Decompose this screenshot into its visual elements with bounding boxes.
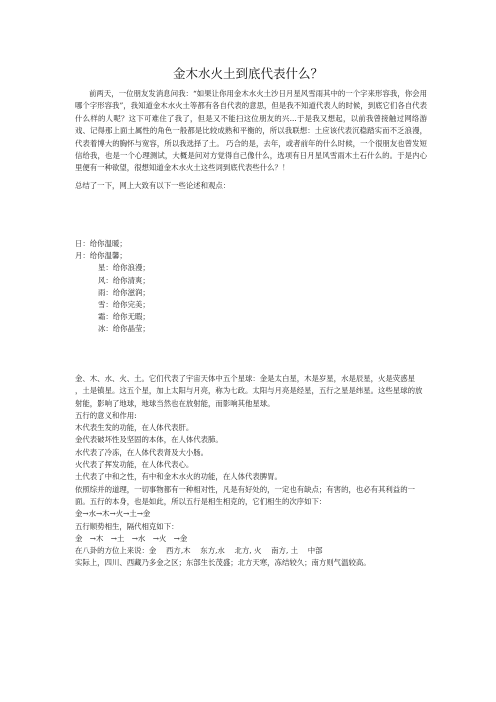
text-line: 面。五行的本身，也是如此，所以五行是相生相克的，它们相生的次序如下： [75, 496, 327, 506]
imagery-list-item: 雪：给你完美； [98, 300, 150, 310]
text-line: 金→水→木→火→土→金 [75, 509, 151, 519]
intro-paragraph: 前两天，一位朋友发消息问我：“如果让你用金木水火土沙日月星风雪雨其中的一个字来形容我，你会用哪个字形容我”，我知道金木水火土等都有各自代表的意思，但是我不知道代表人的时候，到底它们各自代表什么样的人呢？这下可难住了我了，但是又不能扫这位朋友的兴...于是我又想起，以前我曾接触过网络游戏、记得那上面土属性的角色一般都是比较成熟和平衡的，所以我联想：土应该代表沉稳踏实而不乏浪漫，代表着博大的胸怀与宽容，所以我选择了土。 巧合的是，去年，或者前年的什么时候，一个很朋友也曾发短信给我，也是一个心理测试，大概是问对方觉得自己像什么，选项有日月星风雪雨木土石什么的。于是内心里便有一种欲望，很想知道金木水火土这些词到底代表些什么？！ [75, 89, 427, 173]
imagery-list-item: 星：给你浪漫； [98, 263, 150, 273]
imagery-list [75, 238, 150, 336]
imagery-list-item: 冰：给你晶莹； [98, 324, 150, 334]
text-line: 金、木、水、火、土。它们代表了宇宙天体中五个星球：金是太白星，木是岁星，水是辰星，火是荧惑星 [75, 374, 415, 383]
imagery-list-item: 风：给你清爽； [98, 275, 150, 285]
text-line: ，土是镇星。这五个星，加上太阳与月亮，称为七政。太阳与月亮是经星，五行之星是纬星。这些星球的放射能，影响了地球，地球当然也在放射能，而影响其他星球。 [75, 386, 423, 408]
text-line: 金代表破坏性及坚固的本体，在人体代表肺。 [75, 435, 223, 445]
text-line: 土代表了中和之性，有中和金木水火的功能，在人体代表脾胃。 [75, 472, 282, 482]
text-line: 五行的意义和作用: [75, 410, 137, 420]
text-line: 五行顺势相生，隔代相克如下： [75, 521, 179, 531]
text-line: 在八卦的方位上来说：金 西方,木 东方,水 北方, 火 南方, 土 中部 [75, 546, 323, 556]
text-line: 木代表生发的功能，在人体代表肝。 [75, 423, 194, 433]
text-line: 水代表了冷冻，在人体代表肾及大小肠。 [75, 447, 209, 457]
imagery-list-item: 霜：给你无暇； [98, 312, 150, 322]
imagery-list-item: 月：给你温馨； [75, 251, 127, 261]
summary-line: 总结了一下，网上大致有以下一些论述和观点： [75, 181, 231, 190]
imagery-list-item: 日：给你温暖； [75, 239, 127, 248]
text-line: 金 →木 →土 →水 →火 →金 [75, 533, 188, 543]
text-line: 火代表了挥发功能，在人体代表心。 [75, 460, 194, 470]
imagery-list-item: 雨：给你滋润； [98, 287, 150, 297]
page-title: 金木水火土到底代表什么？ [172, 66, 323, 81]
text-line: 依照综并的道理，一切事物都有一种相对性，凡是有好处的，一定也有缺点；有害的，也必有其利益的一 [75, 484, 415, 494]
five-elements-section [75, 373, 427, 570]
text-line: 实际上，四川、西藏乃多金之区；东部生长茂盛；北方天寒，冻结较久；南方则气温较高。 [75, 558, 371, 568]
